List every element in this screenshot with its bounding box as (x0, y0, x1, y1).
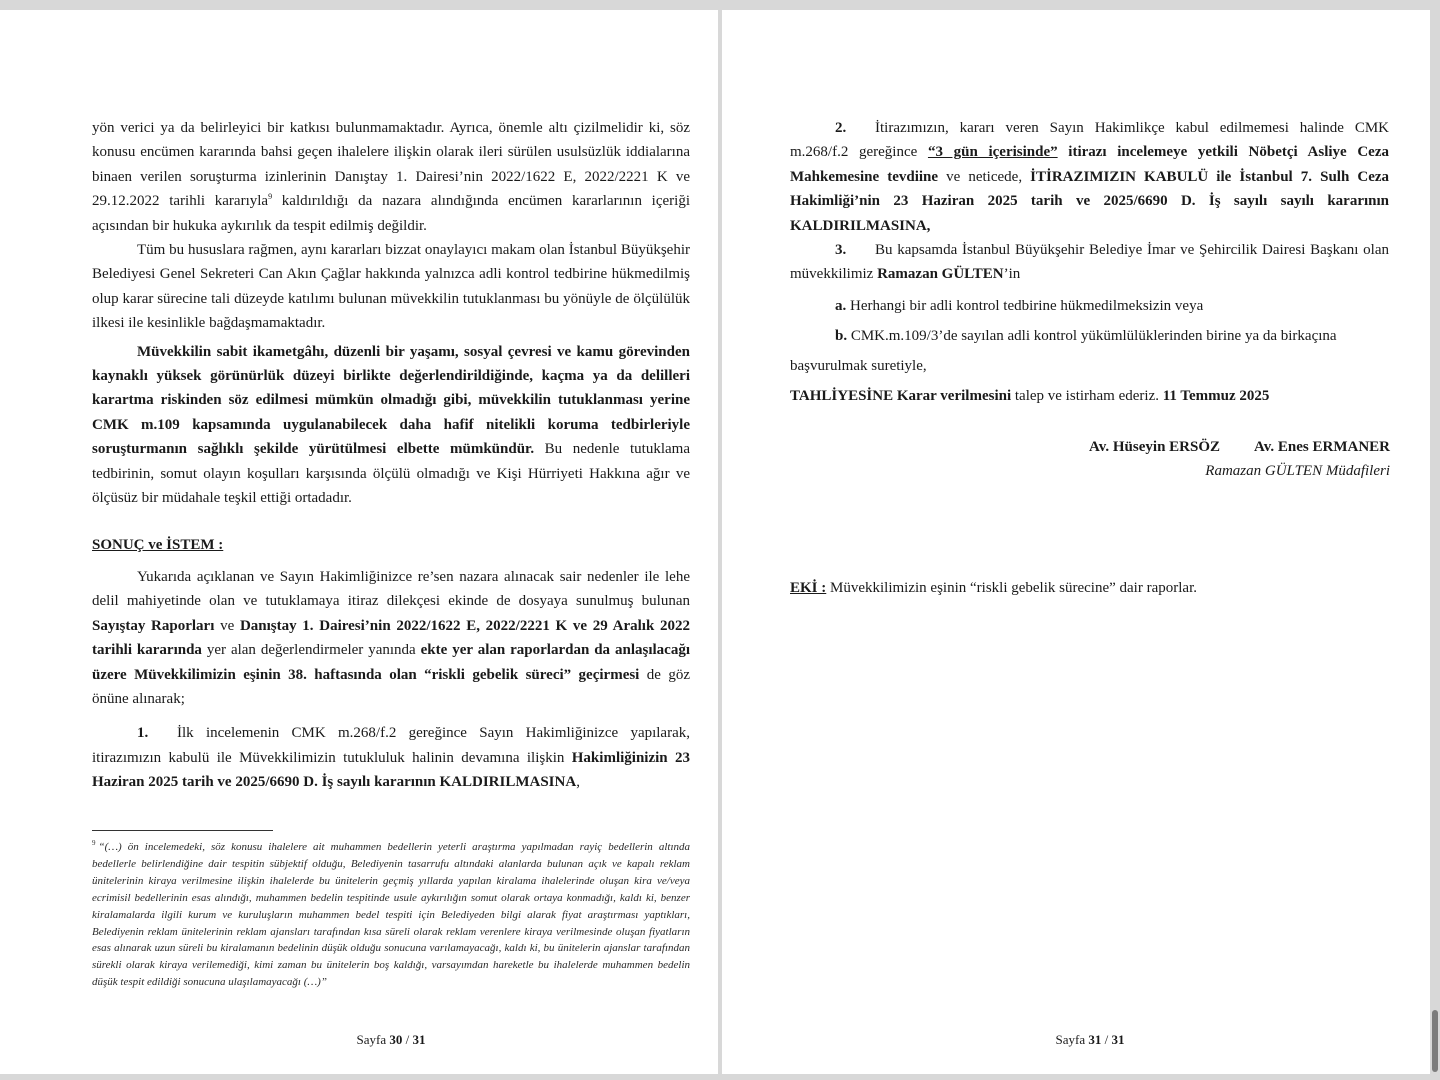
footnote-mark: 9 (92, 839, 96, 848)
item-1-text: , (576, 774, 580, 791)
page-number-prefix: Sayfa (356, 1032, 390, 1047)
paragraph-3 (92, 340, 690, 511)
sub-item-text: Herhangi bir adli kontrol tedbirine hükmedilmeksizin veya (846, 297, 1204, 314)
paragraph-3-normal: Bu nedenle tutuklama tedbirinin, somut olayın koşulları karşısında ölçülü olmadığı ve Kişi Hürriyeti Hakkına ağır ve ölçüsüz bir müdahale teşkil ettiği ortadadır. (92, 441, 690, 507)
item-2-text: İtirazımızın, kararı veren Sayın Hakimlikçe kabul edilmemesi halinde CMK m.268/f.2 gereğince (790, 120, 1389, 161)
page-separator: / (1101, 1032, 1112, 1047)
total-pages: 31 (1111, 1032, 1125, 1047)
current-page: 30 (389, 1032, 403, 1047)
sayistay-reports: Sayıştay Raporları (92, 617, 215, 634)
lawyer-2-name: Av. Enes ERMANER (1254, 439, 1390, 455)
item-2-text: ve neticede, (938, 168, 1031, 185)
three-days-highlight: “3 gün içerisinde” (927, 144, 1058, 161)
request-item-3 (790, 238, 1389, 287)
paragraph-3-bold: Müvekkilin sabit ikametgâhı, düzenli bir yaşamı, sosyal çevresi ve kamu görevinden kaynaklı yüksek görünürlük düzeyi birlikte değerlendirildiğinde, kaçma ya da delilleri karartma riskinden söz edilmesi mümkün olmadığı gibi, müvekkilin tutuklanması yerine CMK m.109 kapsamında uygulanabilecek daha hafif nitelikli koruma tedbirleriyle soruşturmanın sağlıklı şekilde yürütülmesi elbette mümkündür. (92, 343, 690, 458)
item-2-bold: İTİRAZIMIZIN KABULÜ ile İstanbul 7. Sulh Ceza Hakimliği’nin 23 Haziran 2025 tarih ve 2025/6690 D. İş sayılı sayılı kararının KALDIRILMASINA, (790, 168, 1390, 234)
item-1-bold: Hakimliğinizin 23 Haziran 2025 tarih ve 2025/6690 D. İş sayılı kararının KALDIRILMASINA (92, 749, 690, 791)
attachment-text: Müvekkilimizin eşinin “riskli gebelik sürecine” dair raporlar. (826, 580, 1197, 596)
document-page-30 (0, 10, 718, 1074)
paragraph-2: Tüm bu hususlara rağmen, aynı kararları bizzat onaylayıcı makam olan İstanbul Büyükşehir Belediyesi Genel Sekreteri Can Akın Çağlar hakkında yalnızca adli kontrol tedbirine hükmedilmiş olup karar sürecine tali düzeyde katılımı bulunan müvekkilin tutuklanması bu yönüyle de ölçülülük ilkesi ile kesinlikle bağdaşmamaktadır. (92, 242, 690, 332)
client-name: Ramazan GÜLTEN (877, 266, 1004, 283)
sub-item-a (790, 291, 1389, 321)
attachment-note (790, 576, 1197, 600)
sub-item-text: CMK.m.109/3’de sayılan adli kontrol yükümlülüklerinden birine ya da birkaçına (847, 327, 1337, 344)
item-1-text: İlk incelemenin CMK m.268/f.2 gereğince Sayın Hakimliğinizce yapılarak, itirazımızın kabulü ile Müvekkilimizin tutukluluk halinin devamına ilişkin (92, 725, 690, 766)
document-page-31 (722, 10, 1430, 1074)
page-31-body (790, 116, 1389, 411)
danistay-decision: Danıştay 1. Dairesi’nin 2022/1622 E, 2022/2221 K ve 29 Aralık 2022 tarihli kararında (92, 617, 690, 659)
paragraph-1 (92, 116, 690, 238)
paragraph-4-text: ve (214, 617, 240, 634)
current-page: 31 (1088, 1032, 1102, 1047)
paragraph-1-text-b: kaldırıldığı da nazara alındığında encümen kararlarının içeriği açısından bir hukuka aykırılık da tespit edilmiş değildir. (92, 193, 690, 234)
request-item-1 (92, 721, 690, 794)
item-number: 3. (835, 242, 847, 259)
signature-block (1089, 435, 1390, 483)
item-2-bold: itirazı incelemeye yetkili Nöbetçi Asliye Ceza Mahkemesine tevdiine (790, 144, 1389, 185)
item-number: 2. (835, 120, 847, 136)
release-request (790, 381, 1389, 411)
request-item-2 (790, 116, 1389, 238)
paragraph-4-text: de göz önüne alınarak; (92, 666, 690, 707)
page-30-body (92, 116, 690, 795)
lawyers-role: Ramazan GÜLTEN Müdafileri (1205, 463, 1390, 479)
footnote-divider (92, 830, 273, 831)
sub-item-letter: a. (835, 297, 847, 314)
page-number (291, 1032, 491, 1048)
paragraph-1-text-a: yön verici ya da belirleyici bir katkısı bulunmamaktadır. Ayrıca, önemle altı çizilmelidir ki, söz konusu encümen kararında bahsi geçen ihalelere ilişkin olarak ileri sürülen usulsüzlük iddialarına binaen verilen soruşturma izinlerinin Danıştay 1. Dairesi’nin 2022/1622 E, 2022/2221 K ve 29.12.2022 tarihli kararıyla (92, 120, 690, 210)
item-number: 1. (137, 725, 149, 742)
release-request-text: talep ve istirham ederiz. (1011, 387, 1163, 404)
sub-item-letter: b. (835, 327, 848, 344)
footnote-text: “(…) ön incelemedeki, söz konusu ihalelere ait muhammen bedellerin yeterli araştırma yapılmadan rayiç bedellerin altında bedellerle belirlendiğine dair tespitin sübjektif olduğu, Belediyenin tasarrufu altındaki alanlarda bulunan açık ve kapalı reklam ünitelerinin kiraya verilmesine ilişkin ihalelerde bu ünitelerin geçmiş yıllarda yapılan kiralama ihalelerinde oluşan kira ve/veya ecrimisil bedellerinin esas alındığı, muhammen bedelin tespitinde usule aykırılığın somut olarak ortaya konmadığı, kaldı ki, benzer kiralamalarda ilgili kurum ve kuruluşların muhammen bedel tespiti için Belediyeden bilgi alarak fiyat araştırması yaptıkları, Belediyenin reklam ünitelerinin reklam ajansları tarafından kısa süreli olarak reklam verenlere kiraya verilmesinde oluşan fiyatların esas alınarak uzun süreli bu kiralamanın bedelinin düşük olduğu sonucuna varılamayacağı, kaldı ki, bu ünitelerin ajanslar tarafından sürekli olarak kiraya verilemediği, kimi zaman bu ünitelerin boş kaldığı, varsayımdan hareketle bu ihalelerde muhammen bedelin düşük tespit edildiği sonucuna ulaşılamayacağı (…)” (92, 841, 690, 989)
vertical-scrollbar[interactable] (1432, 1010, 1438, 1072)
item-3-text: ’in (1003, 266, 1021, 283)
page-number (990, 1032, 1190, 1048)
footnote-9 (92, 839, 690, 991)
attachment-label: EKİ : (790, 580, 827, 596)
total-pages: 31 (412, 1032, 426, 1047)
paragraph-4 (92, 565, 690, 711)
paragraph-4-text: yer alan değerlendirmeler yanında (201, 642, 421, 659)
continuation-line: başvurulmak suretiyle, (790, 357, 927, 374)
lawyer-1-name: Av. Hüseyin ERSÖZ (1089, 439, 1221, 455)
conclusion-heading: SONUÇ ve İSTEM : (92, 536, 224, 553)
lawyer-names (1089, 435, 1390, 459)
page-separator: / (402, 1032, 413, 1047)
request-date: 11 Temmuz 2025 (1162, 387, 1270, 404)
risky-pregnancy-statement: ekte yer alan raporlardan da anlaşılacağı üzere Müvekkilimizin eşinin 38. haftasında olan “riskli gebelik süreci” geçirmesi (92, 642, 690, 683)
item-3-text: Bu kapsamda İstanbul Büyükşehir Belediye İmar ve Şehircilik Dairesi Başkanı olan müvekkilimiz (790, 242, 1389, 283)
release-request-bold: TAHLİYESİNE Karar verilmesini (790, 387, 1012, 404)
sub-item-b (790, 321, 1389, 351)
paragraph-4-text: Yukarıda açıklanan ve Sayın Hakimliğinizce re’sen nazara alınacak sair nedenler ile lehe delil mahiyetinde olan ve tutuklamaya itiraz dilekçesi ekinde de dosyaya sunulmuş bulunan (92, 568, 690, 610)
page-number-prefix: Sayfa (1055, 1032, 1089, 1047)
footnote-reference[interactable]: 9 (268, 192, 273, 202)
